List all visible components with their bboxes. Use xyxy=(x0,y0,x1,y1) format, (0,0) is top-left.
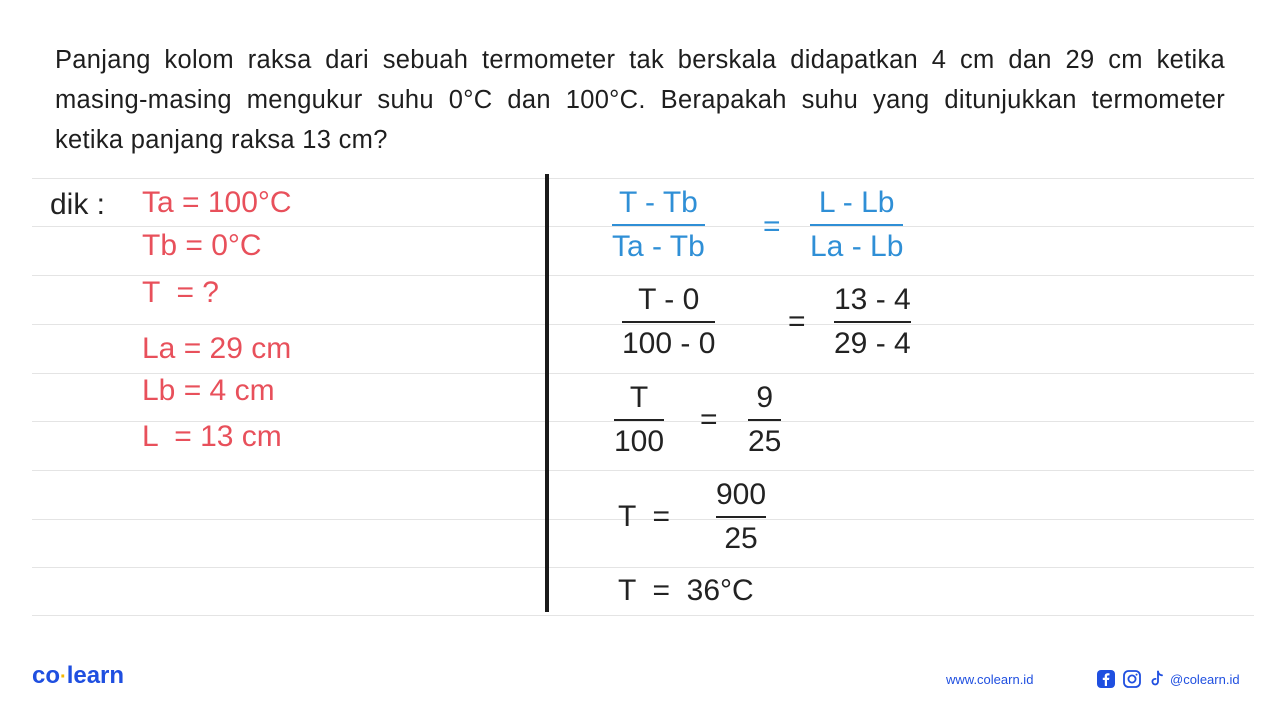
simplify-left-fraction xyxy=(614,379,664,461)
numerator: T xyxy=(629,381,649,414)
question-text: Panjang kolom raksa dari sebuah termometer tak berskala didapatkan 4 cm dan 29 cm ketika masing-masing mengukur suhu 0°C dan 100°C. Berapakah suhu yang ditunjukkan termometer ketika panjang raksa 13 cm? xyxy=(55,46,1225,154)
fraction-bar xyxy=(748,419,781,421)
logo-learn: learn xyxy=(66,662,125,689)
denominator: 25 xyxy=(748,425,782,458)
solve-fraction xyxy=(716,476,766,558)
numerator: 9 xyxy=(756,381,774,414)
facebook-icon xyxy=(1096,669,1116,689)
numerator: L - Lb xyxy=(818,186,895,219)
website-url: www.colearn.id xyxy=(946,672,1034,687)
ruled-line xyxy=(32,615,1254,616)
fraction-bar xyxy=(622,321,715,323)
fraction-bar xyxy=(834,321,911,323)
final-answer: T = 36°C xyxy=(618,574,754,607)
logo-co: co xyxy=(32,662,61,689)
numerator: 900 xyxy=(716,478,767,511)
fraction-bar xyxy=(810,224,903,226)
denominator: Ta - Tb xyxy=(612,230,705,263)
denominator: 29 - 4 xyxy=(834,327,911,360)
denominator: 100 xyxy=(614,425,665,458)
fraction-bar xyxy=(614,419,664,421)
formula-right-fraction xyxy=(810,184,903,266)
subst-left-fraction xyxy=(622,281,715,363)
tiktok-icon xyxy=(1147,669,1167,689)
numerator: T - Tb xyxy=(618,186,698,219)
equals-sign: = xyxy=(700,403,718,436)
equals-sign: = xyxy=(788,305,806,338)
given-t: T = ? xyxy=(142,276,219,309)
ruled-line xyxy=(32,470,1254,471)
colearn-logo xyxy=(32,662,124,690)
formula-left-fraction xyxy=(612,184,705,266)
logo-dot: · xyxy=(60,666,67,688)
given-tb: Tb = 0°C xyxy=(142,229,262,262)
ruled-line xyxy=(32,567,1254,568)
social-handle: @colearn.id xyxy=(1170,672,1240,687)
denominator: La - Lb xyxy=(810,230,904,263)
numerator: 13 - 4 xyxy=(834,283,911,316)
given-la: La = 29 cm xyxy=(142,332,292,365)
equals-sign: = xyxy=(763,210,781,243)
denominator: 25 xyxy=(724,522,758,555)
given-ta: Ta = 100°C xyxy=(142,186,292,219)
simplify-right-fraction xyxy=(748,379,781,461)
solve-lhs: T = xyxy=(618,500,670,533)
ruled-line xyxy=(32,178,1254,179)
subst-right-fraction xyxy=(834,281,911,363)
fraction-bar xyxy=(716,516,766,518)
fraction-bar xyxy=(612,224,705,226)
instagram-icon xyxy=(1122,669,1142,689)
dik-label: dik : xyxy=(50,188,106,221)
numerator: T - 0 xyxy=(638,283,700,316)
divider-line xyxy=(545,174,549,612)
denominator: 100 - 0 xyxy=(622,327,716,360)
given-l: L = 13 cm xyxy=(142,420,282,453)
given-lb: Lb = 4 cm xyxy=(142,374,275,407)
